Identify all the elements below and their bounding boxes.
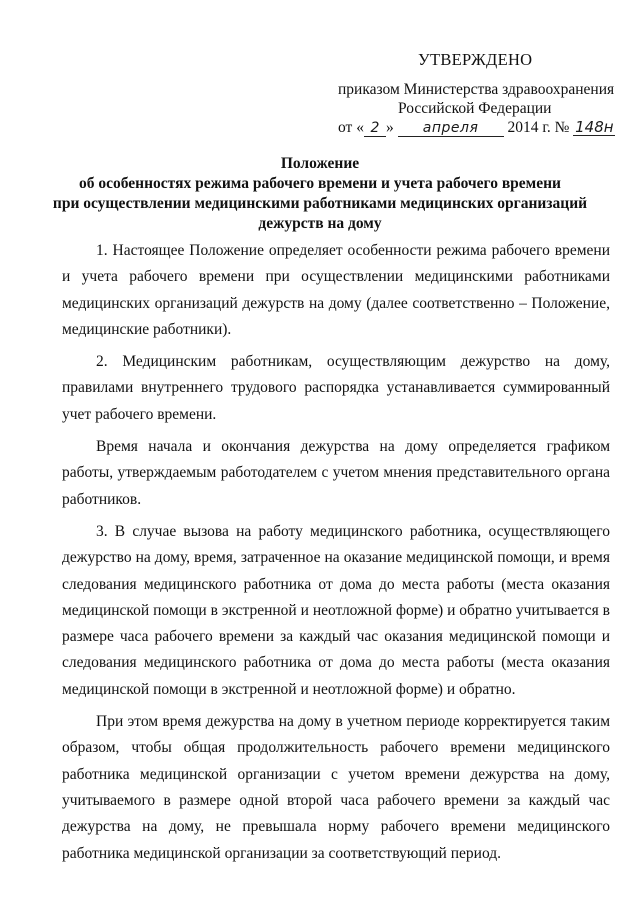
title-line-1: Положение [280, 155, 360, 172]
order-federation-line: Российской Федерации [398, 100, 552, 117]
handwritten-day: 2 [364, 121, 386, 137]
order-ministry-line: приказом Министерства здравоохранения [338, 81, 615, 98]
handwritten-month: апреля [398, 121, 504, 137]
paragraph-3: 3. В случае вызова на работу медицинского работника, осуществляющего дежурство на дому, время, затраченное на оказание медицинской помощи, и время следования медицинского работника от дома до места работы (места оказания медицинской помощи в экстренной и неотложной форме) и обратно учитывается в размере часа рабочего времени за каждый час оказания медицинской помощи и следования медицинского работника от дома до места работы (места оказания медицинской помощи в экстренной и неотложной форме) и обратно. [62, 522, 610, 698]
document-body [62, 238, 610, 873]
title-line-3: при осуществлении медицинскими работниками медицинских организаций [52, 195, 588, 212]
title-line-2: об особенностях режима рабочего времени и учета рабочего времени [79, 175, 561, 192]
date-mid: » [385, 119, 394, 136]
paragraph-2-cont: Время начала и окончания дежурства на дому определяется графиком работы, утверждаемым работодателем с учетом мнения представительного органа работников. [62, 438, 610, 508]
paragraph-1: 1. Настоящее Положение определяет особенности режима рабочего времени и учета рабочего времени при осуществлении медицинскими работниками медицинских организаций дежурств на дому (далее соответственно – Положение, медицинские работники). [62, 242, 610, 338]
approved-heading: УТВЕРЖДЕНО [418, 50, 533, 69]
paragraph-2: 2. Медицинским работникам, осуществляющим дежурство на дому, правилами внутреннего трудового распорядка устанавливается суммированный учет рабочего времени. [62, 353, 610, 423]
paragraph-3-cont: При этом время дежурства на дому в учетном периоде корректируется таким образом, чтобы общая продолжительность рабочего времени медицинского работника медицинской организации с учетом времени дежурства на дому, учитываемого в размере одной второй часа рабочего времени за каждый час дежурства на дому, не превышала норму рабочего времени медицинского работника медицинской организации за соответствующий период. [62, 713, 610, 862]
handwritten-order-number: 148н [575, 118, 614, 136]
title-line-4: дежурств на дому [258, 215, 382, 232]
order-date-line [338, 118, 630, 137]
date-year: 2014 г. № [507, 119, 570, 136]
document-title [30, 154, 610, 234]
approval-block [330, 50, 630, 137]
date-prefix: от « [338, 119, 364, 136]
